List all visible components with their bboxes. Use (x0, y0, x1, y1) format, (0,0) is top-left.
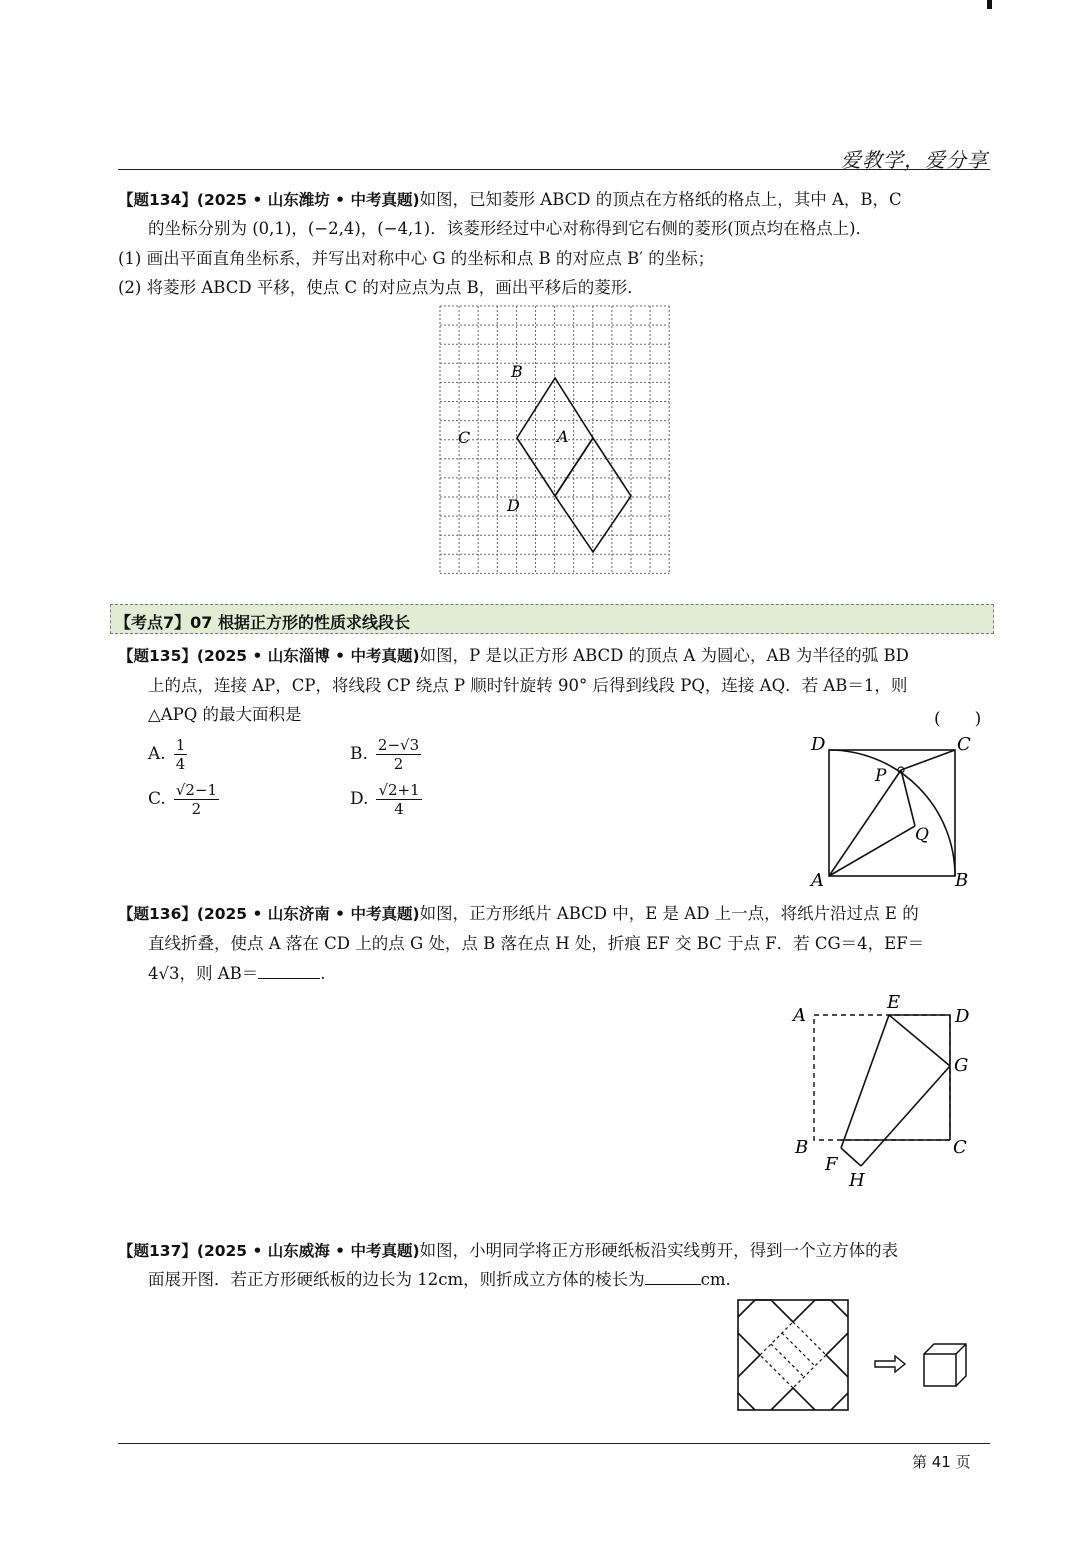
q135-square-figure (805, 730, 995, 892)
section-band (110, 604, 994, 634)
option-c-num: √2−1 (175, 781, 218, 799)
label-d: D (955, 1006, 970, 1027)
segment-eg (889, 1015, 950, 1066)
q134-tag: 【题134】(2025 • 山东潍坊 • 中考真题) (118, 191, 420, 209)
q137-line2 (148, 1270, 731, 1290)
option-d-num: √2+1 (378, 781, 420, 799)
q136-tag: 【题136】(2025 • 山东济南 • 中考真题) (118, 905, 420, 923)
segment-gh (861, 1066, 950, 1166)
label-h: H (849, 1170, 865, 1190)
label-b: B (955, 870, 969, 891)
q135-line2: 上的点，连接 AP，CP，将线段 CP 绕点 P 顺时针旋转 90° 后得到线段 PQ，连接 AQ．若 AB＝1，则 (148, 676, 908, 695)
q135-option-b[interactable] (350, 736, 421, 773)
option-b-letter: B. (350, 744, 368, 764)
label-g: G (954, 1055, 969, 1076)
option-a-num: 1 (175, 736, 186, 754)
label-a: A (557, 427, 569, 446)
q136-line1 (118, 904, 919, 924)
q137-text2: 面展开图．若正方形硬纸板的边长为 12cm，则折成立方体的棱长为 (148, 1270, 645, 1289)
q135-option-d[interactable] (350, 781, 422, 818)
option-d-den: 4 (394, 800, 404, 818)
label-e: E (887, 992, 901, 1013)
option-a-letter: A. (148, 744, 166, 764)
q135-option-a[interactable] (148, 736, 187, 773)
label-a: A (793, 1005, 806, 1026)
cube-icon (924, 1344, 966, 1386)
option-c-den: 2 (191, 800, 202, 818)
q134-part1: (1) 画出平面直角坐标系，并写出对称中心 G 的坐标和点 B 的对应点 B′ 的坐标； (118, 249, 715, 268)
grid-lines (440, 306, 669, 573)
label-c: C (953, 1137, 967, 1158)
label-c: C (957, 734, 971, 755)
header-rule (118, 169, 990, 170)
q136-text3: 4√3，则 AB＝ (148, 964, 259, 983)
option-b-den: 2 (393, 755, 404, 773)
q134-line2: 的坐标分别为 (0,1)，(−2,4)，(−4,1)．该菱形经过中心对称得到它右侧的菱形(顶点均在格点上)． (148, 219, 873, 238)
q135-option-c[interactable] (148, 781, 219, 818)
q137-net-figure (735, 1296, 985, 1414)
q135-line1 (118, 646, 909, 666)
header-motto: 爱教学，爱分享 (841, 148, 988, 172)
q137-line1 (118, 1241, 898, 1261)
q137-tag: 【题137】(2025 • 山东威海 • 中考真题) (118, 1242, 420, 1260)
footer-rule (118, 1443, 990, 1444)
label-q: Q (915, 825, 929, 845)
square-abcd (829, 750, 955, 876)
label-p: P (875, 766, 887, 786)
q135-line3: △APQ 的最大面积是 (148, 705, 302, 724)
q137-text1: 如图，小明同学将正方形硬纸板沿实线剪开，得到一个立方体的表 (419, 1241, 899, 1260)
q135-text1: 如图，P 是以正方形 ABCD 的顶点 A 为圆心，AB 为半径的弧 BD (419, 646, 909, 665)
arc-bd (829, 750, 955, 876)
label-b: B (795, 1137, 809, 1158)
page-number: 第 41 页 (912, 1453, 971, 1471)
option-c-letter: C. (148, 789, 166, 809)
cardboard-square (738, 1300, 848, 1410)
segment-aq (829, 826, 915, 876)
fold-lines (760, 1322, 826, 1388)
label-d: D (507, 496, 520, 515)
cube-net (738, 1300, 848, 1410)
q136-period: . (320, 964, 326, 983)
section-title: 【考点7】07 根据正方形的性质求线段长 (115, 613, 410, 632)
q134-grid-figure (430, 300, 680, 582)
q137-answer-blank[interactable] (645, 1270, 701, 1285)
q136-answer-blank[interactable] (258, 964, 320, 979)
segment-fh (841, 1148, 861, 1166)
corner-mark (987, 0, 992, 9)
crease-ef (841, 1015, 889, 1148)
option-d-letter: D. (350, 789, 369, 809)
option-a-den: 4 (175, 755, 186, 773)
label-d: D (811, 734, 826, 755)
q136-text1: 如图，正方形纸片 ABCD 中，E 是 AD 上一点，将纸片沿过点 E 的 (419, 904, 919, 923)
q136-line3 (148, 964, 326, 984)
q135-tag: 【题135】(2025 • 山东淄博 • 中考真题) (118, 647, 420, 665)
label-f: F (825, 1154, 838, 1175)
segment-cp (901, 750, 955, 770)
option-b-num: 2−√3 (377, 736, 420, 754)
q136-fold-figure (785, 990, 985, 1190)
arrow-icon (875, 1356, 905, 1372)
segment-ap (829, 770, 901, 876)
q137-unit: cm. (700, 1270, 731, 1289)
label-b: B (511, 362, 523, 381)
q135-answer-paren: ( ) (934, 709, 982, 729)
label-c: C (458, 428, 471, 447)
q136-line2: 直线折叠，使点 A 落在 CD 上的点 G 处，点 B 落在点 H 处，折痕 EF 交 BC 于点 F．若 CG＝4，EF＝ (148, 934, 925, 953)
q134-text1: 如图，已知菱形 ABCD 的顶点在方格纸的格点上，其中 A，B，C (419, 190, 902, 209)
label-a: A (811, 870, 824, 891)
q134-part2: (2) 将菱形 ABCD 平移，使点 C 的对应点为点 B，画出平移后的菱形． (118, 278, 644, 297)
q134-line1 (118, 190, 902, 210)
